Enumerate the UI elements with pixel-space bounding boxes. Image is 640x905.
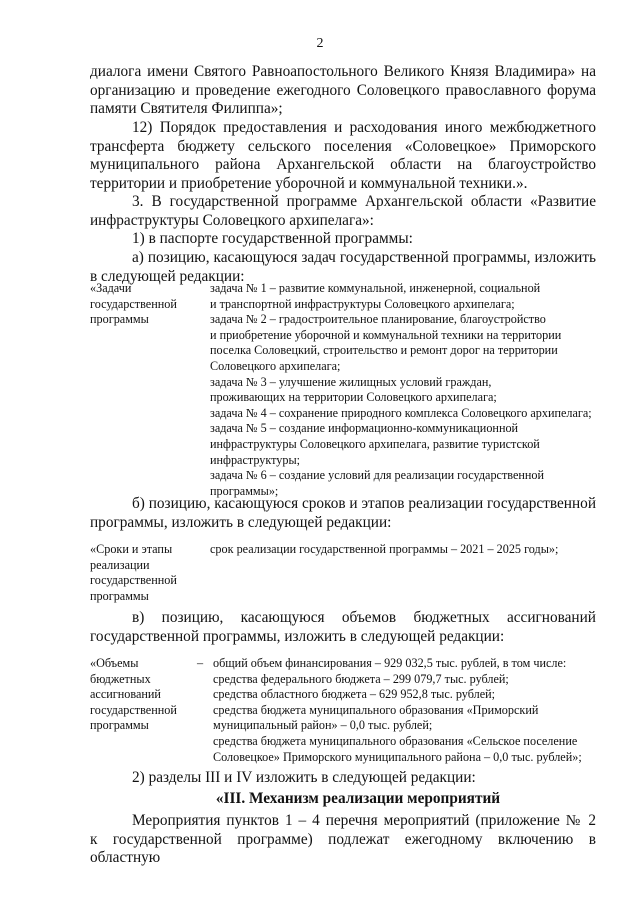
text-line: инфраструктуры Соловецкого архипелага»: bbox=[90, 211, 374, 229]
volume-line: средства областного бюджета – 629 952,8 тыс. рублей; bbox=[213, 687, 496, 702]
label-line: реализации bbox=[90, 557, 150, 572]
tasks-list bbox=[210, 281, 605, 499]
terms-label bbox=[90, 542, 200, 604]
text-line: 12) Порядок предоставления и расходования иного межбюджетного bbox=[132, 119, 596, 136]
volume-dash: – bbox=[197, 656, 204, 670]
volume-label bbox=[90, 656, 200, 734]
task-line: и транспортной инфраструктуры Соловецкого архипелага; bbox=[210, 296, 515, 311]
text-line: памяти Святителя Филиппа»; bbox=[90, 100, 283, 118]
text-line: диалога имени Святого Равноапостольного Великого Князя Владимира» на bbox=[90, 63, 596, 80]
section-heading: «III. Механизм реализации мероприятий bbox=[215, 790, 501, 807]
text-line: к государственной программе) подлежат ежегодному включению в областную bbox=[90, 830, 596, 867]
volume-line: средства федерального бюджета – 299 079,7 тыс. рублей; bbox=[213, 671, 509, 686]
task-line: инфраструктуры Соловецкого архипелага, развитие туристской bbox=[210, 436, 540, 451]
paragraph-mechanism bbox=[90, 812, 596, 868]
text-line: 2) разделы III и IV изложить в следующей редакции: bbox=[132, 769, 476, 786]
terms-value bbox=[210, 542, 605, 558]
volume-line: средства бюджета муниципального образования «Сельское поселение bbox=[213, 733, 578, 748]
text-line: муниципального района Архангельской области на благоустройство bbox=[90, 156, 596, 174]
task-line: задача № 2 – градостроительное планирование, благоустройство bbox=[210, 312, 546, 327]
text-line: территории и приобретение уборочной и коммунальной техники.». bbox=[90, 174, 528, 192]
page-number: 2 bbox=[316, 36, 324, 51]
volume-line: общий объем финансирования – 929 032,5 тыс. рублей, в том числе: bbox=[213, 656, 567, 670]
task-line: задача № 4 – сохранение природного комплекса Соловецкого архипелага; bbox=[210, 405, 592, 420]
volume-line: средства бюджета муниципального образования «Приморский bbox=[213, 702, 539, 717]
terms-line: срок реализации государственной программы – 2021 – 2025 годы»; bbox=[210, 542, 559, 556]
paragraph-b bbox=[90, 495, 596, 532]
text-line: в следующей редакции: bbox=[90, 267, 245, 285]
text-line: Мероприятия пунктов 1 – 4 перечня мероприятий (приложение № 2 bbox=[132, 812, 596, 829]
text-line: 1) в паспорте государственной программы: bbox=[132, 230, 413, 247]
task-line: поселка Соловецкий, строительство и ремонт дорог на территории bbox=[210, 343, 558, 358]
label-line: государственной bbox=[90, 702, 177, 717]
label-line: «Объемы bbox=[90, 656, 139, 670]
task-line: задача № 3 – улучшение жилищных условий граждан, bbox=[210, 374, 492, 389]
text-line: а) позицию, касающуюся задач государственной программы, изложить bbox=[132, 249, 596, 266]
text-line: 3. В государственной программе Архангельской области «Развитие bbox=[132, 193, 596, 210]
label-line: «Задачи bbox=[90, 281, 132, 295]
volume-line: Соловецкое» Приморского муниципального района – 0,0 тыс. рублей»; bbox=[213, 749, 582, 764]
label-line: бюджетных bbox=[90, 671, 151, 686]
paragraph-continuation bbox=[90, 63, 596, 119]
paragraph-item-12 bbox=[90, 119, 596, 193]
paragraph-passport bbox=[90, 230, 596, 249]
task-line: проживающих на территории Соловецкого архипелага; bbox=[210, 390, 497, 405]
text-line: б) позицию, касающуюся сроков и этапов реализации государственной bbox=[132, 495, 596, 512]
label-line: программы bbox=[90, 588, 149, 603]
task-line: задача № 6 – создание условий для реализации государственной bbox=[210, 468, 545, 483]
label-line: государственной bbox=[90, 573, 177, 588]
tasks-label bbox=[90, 281, 200, 328]
paragraph-item-3 bbox=[90, 193, 596, 230]
text-line: программы, изложить в следующей редакции: bbox=[90, 513, 392, 531]
label-line: программы bbox=[90, 312, 149, 327]
text-line: в) позицию, касающуюся объемов бюджетных ассигнований bbox=[132, 609, 596, 626]
task-line: задача № 5 – создание информационно-коммуникационной bbox=[210, 421, 519, 436]
label-line: ассигнований bbox=[90, 687, 161, 702]
task-line: программы»; bbox=[210, 483, 279, 498]
volume-list bbox=[213, 656, 608, 765]
task-line: Соловецкого архипелага; bbox=[210, 358, 341, 373]
label-line: государственной bbox=[90, 296, 177, 311]
label-line: «Сроки и этапы bbox=[90, 542, 173, 556]
paragraph-c bbox=[90, 609, 596, 646]
task-line: задача № 1 – развитие коммунальной, инженерной, социальной bbox=[210, 281, 541, 295]
label-line: программы bbox=[90, 718, 149, 733]
text-line: трансферта бюджету сельского поселения «Соловецкое» Приморского bbox=[90, 137, 596, 155]
text-line: организацию и проведение ежегодного Соловецкого православного форума bbox=[90, 81, 596, 99]
paragraph-sections bbox=[90, 769, 596, 788]
text-line: государственной программы, изложить в следующей редакции: bbox=[90, 627, 505, 645]
task-line: и приобретение уборочной и коммунальной техники на территории bbox=[210, 327, 562, 342]
volume-line: муниципальный район» – 0,0 тыс. рублей; bbox=[213, 718, 433, 733]
task-line: инфраструктуры; bbox=[210, 452, 301, 467]
